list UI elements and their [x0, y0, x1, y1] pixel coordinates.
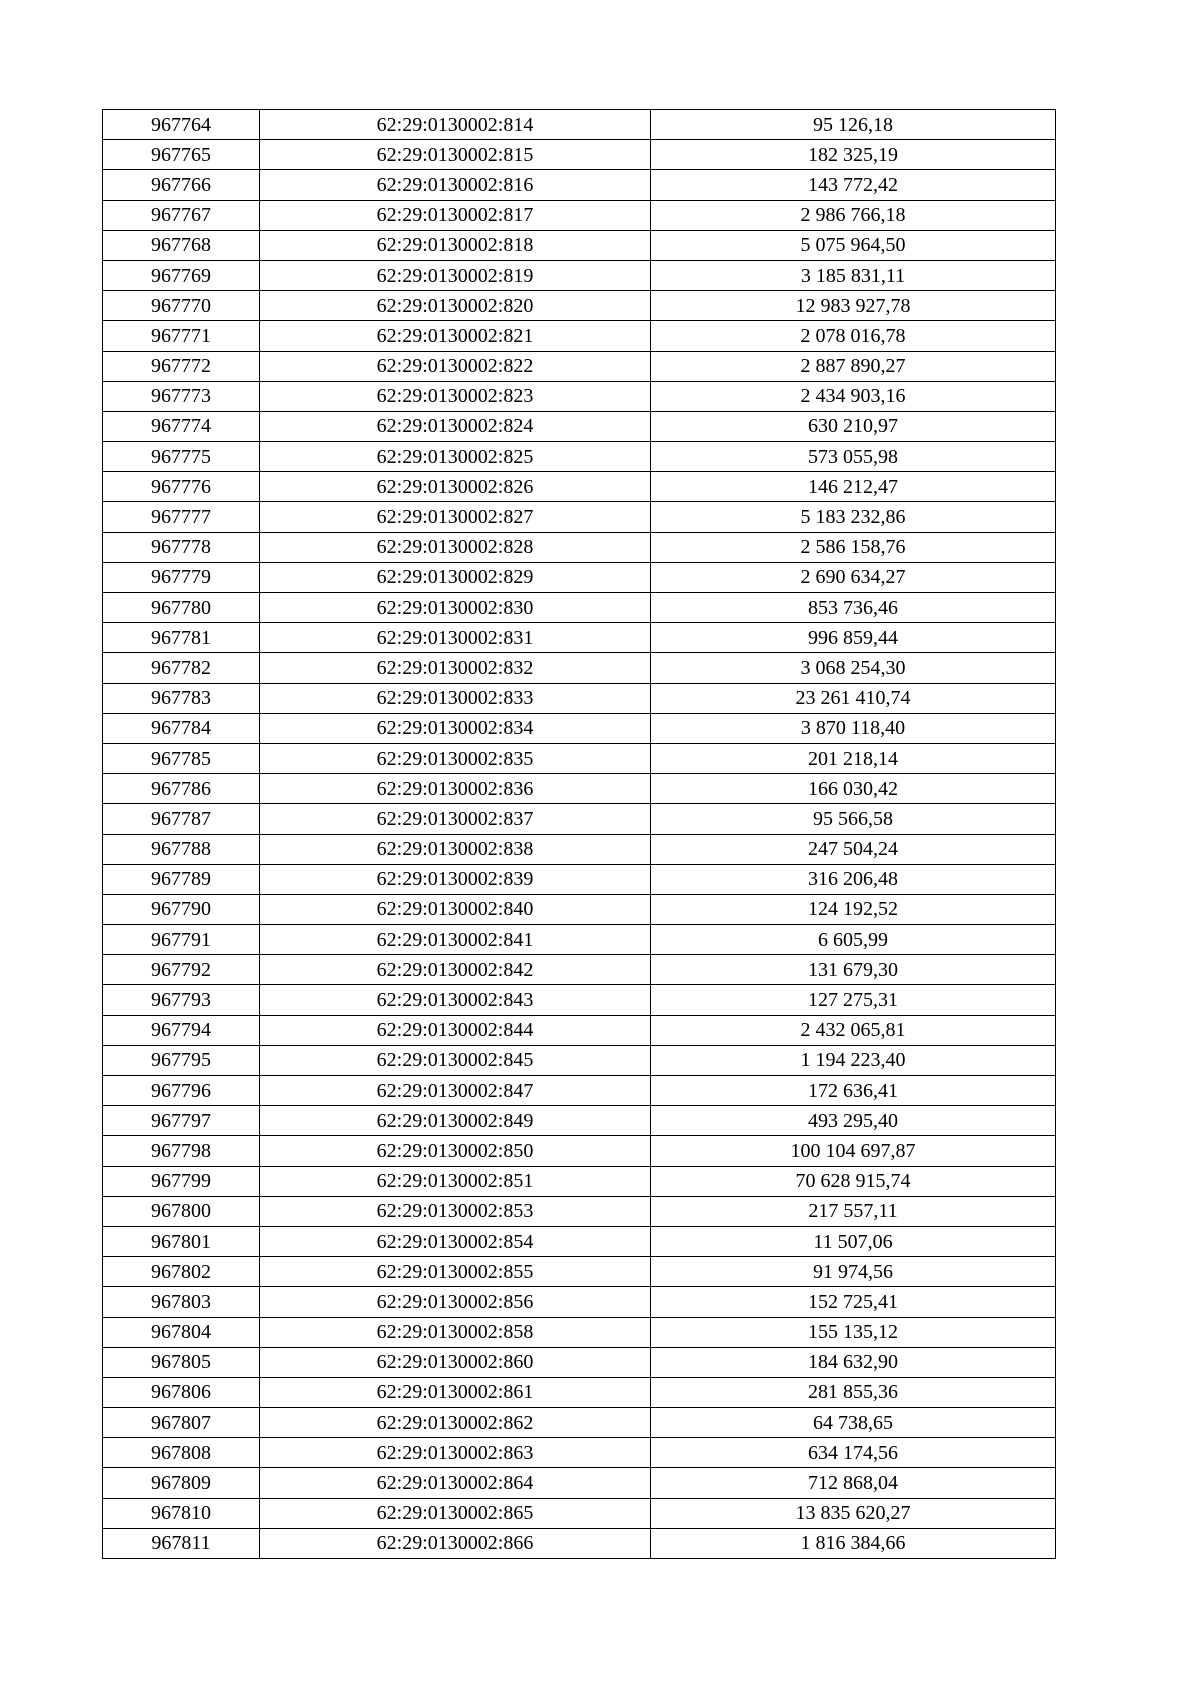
- row-number-cell: 967797: [103, 1106, 260, 1136]
- table-row: [103, 955, 1056, 985]
- table-row: [103, 774, 1056, 804]
- table-row: [103, 1287, 1056, 1317]
- cadastral-number-cell: 62:29:0130002:861: [260, 1377, 651, 1407]
- row-number-cell: 967781: [103, 623, 260, 653]
- value-cell: 712 868,04: [651, 1468, 1056, 1498]
- cadastral-number-cell: 62:29:0130002:825: [260, 442, 651, 472]
- cadastral-number-cell: 62:29:0130002:836: [260, 774, 651, 804]
- cadastral-number-cell: 62:29:0130002:822: [260, 351, 651, 381]
- row-number-cell: 967803: [103, 1287, 260, 1317]
- cadastral-number-cell: 62:29:0130002:832: [260, 653, 651, 683]
- value-cell: 124 192,52: [651, 894, 1056, 924]
- value-cell: 2 078 016,78: [651, 321, 1056, 351]
- row-number-cell: 967799: [103, 1166, 260, 1196]
- row-number-cell: 967768: [103, 230, 260, 260]
- cadastral-number-cell: 62:29:0130002:849: [260, 1106, 651, 1136]
- cadastral-number-cell: 62:29:0130002:821: [260, 321, 651, 351]
- cadastral-number-cell: 62:29:0130002:845: [260, 1045, 651, 1075]
- row-number-cell: 967789: [103, 864, 260, 894]
- row-number-cell: 967776: [103, 472, 260, 502]
- value-cell: 5 075 964,50: [651, 230, 1056, 260]
- row-number-cell: 967771: [103, 321, 260, 351]
- table-row: [103, 1076, 1056, 1106]
- cadastral-number-cell: 62:29:0130002:815: [260, 140, 651, 170]
- table-row: [103, 1498, 1056, 1528]
- table-row: [103, 804, 1056, 834]
- cadastral-number-cell: 62:29:0130002:850: [260, 1136, 651, 1166]
- value-cell: 630 210,97: [651, 411, 1056, 441]
- value-cell: 11 507,06: [651, 1226, 1056, 1256]
- cadastral-number-cell: 62:29:0130002:853: [260, 1196, 651, 1226]
- row-number-cell: 967794: [103, 1015, 260, 1045]
- row-number-cell: 967806: [103, 1377, 260, 1407]
- table-row: [103, 1196, 1056, 1226]
- row-number-cell: 967777: [103, 502, 260, 532]
- table-row: [103, 1136, 1056, 1166]
- cadastral-number-cell: 62:29:0130002:828: [260, 532, 651, 562]
- table-row: [103, 170, 1056, 200]
- cadastral-number-cell: 62:29:0130002:830: [260, 593, 651, 623]
- cadastral-number-cell: 62:29:0130002:858: [260, 1317, 651, 1347]
- value-cell: 573 055,98: [651, 442, 1056, 472]
- row-number-cell: 967770: [103, 291, 260, 321]
- table-row: [103, 743, 1056, 773]
- value-cell: 182 325,19: [651, 140, 1056, 170]
- value-cell: 143 772,42: [651, 170, 1056, 200]
- value-cell: 166 030,42: [651, 774, 1056, 804]
- value-cell: 1 816 384,66: [651, 1528, 1056, 1558]
- value-cell: 853 736,46: [651, 593, 1056, 623]
- cadastral-number-cell: 62:29:0130002:817: [260, 200, 651, 230]
- value-cell: 201 218,14: [651, 743, 1056, 773]
- cadastral-number-cell: 62:29:0130002:823: [260, 381, 651, 411]
- row-number-cell: 967805: [103, 1347, 260, 1377]
- value-cell: 184 632,90: [651, 1347, 1056, 1377]
- row-number-cell: 967782: [103, 653, 260, 683]
- table-row: [103, 472, 1056, 502]
- table-row: [103, 623, 1056, 653]
- value-cell: 152 725,41: [651, 1287, 1056, 1317]
- row-number-cell: 967779: [103, 562, 260, 592]
- value-cell: 64 738,65: [651, 1408, 1056, 1438]
- cadastral-number-cell: 62:29:0130002:843: [260, 985, 651, 1015]
- row-number-cell: 967764: [103, 110, 260, 140]
- row-number-cell: 967765: [103, 140, 260, 170]
- row-number-cell: 967791: [103, 925, 260, 955]
- row-number-cell: 967790: [103, 894, 260, 924]
- table-row: [103, 713, 1056, 743]
- cadastral-number-cell: 62:29:0130002:837: [260, 804, 651, 834]
- value-cell: 155 135,12: [651, 1317, 1056, 1347]
- value-cell: 2 986 766,18: [651, 200, 1056, 230]
- value-cell: 1 194 223,40: [651, 1045, 1056, 1075]
- table-row: [103, 502, 1056, 532]
- table-row: [103, 1377, 1056, 1407]
- cadastral-number-cell: 62:29:0130002:856: [260, 1287, 651, 1317]
- value-cell: 5 183 232,86: [651, 502, 1056, 532]
- table-row: [103, 683, 1056, 713]
- row-number-cell: 967766: [103, 170, 260, 200]
- table-row: [103, 1015, 1056, 1045]
- cadastral-number-cell: 62:29:0130002:855: [260, 1257, 651, 1287]
- cadastral-number-cell: 62:29:0130002:831: [260, 623, 651, 653]
- row-number-cell: 967769: [103, 260, 260, 290]
- table-row: [103, 1438, 1056, 1468]
- cadastral-number-cell: 62:29:0130002:842: [260, 955, 651, 985]
- value-cell: 100 104 697,87: [651, 1136, 1056, 1166]
- cadastral-number-cell: 62:29:0130002:847: [260, 1076, 651, 1106]
- row-number-cell: 967804: [103, 1317, 260, 1347]
- value-cell: 3 870 118,40: [651, 713, 1056, 743]
- cadastral-number-cell: 62:29:0130002:820: [260, 291, 651, 321]
- value-cell: 172 636,41: [651, 1076, 1056, 1106]
- value-cell: 493 295,40: [651, 1106, 1056, 1136]
- table-row: [103, 864, 1056, 894]
- row-number-cell: 967792: [103, 955, 260, 985]
- row-number-cell: 967767: [103, 200, 260, 230]
- value-cell: 247 504,24: [651, 834, 1056, 864]
- value-cell: 13 835 620,27: [651, 1498, 1056, 1528]
- cadastral-number-cell: 62:29:0130002:834: [260, 713, 651, 743]
- table-row: [103, 442, 1056, 472]
- row-number-cell: 967796: [103, 1076, 260, 1106]
- table-row: [103, 925, 1056, 955]
- table-row: [103, 653, 1056, 683]
- table-row: [103, 1045, 1056, 1075]
- table-row: [103, 140, 1056, 170]
- value-cell: 2 432 065,81: [651, 1015, 1056, 1045]
- row-number-cell: 967775: [103, 442, 260, 472]
- value-cell: 146 212,47: [651, 472, 1056, 502]
- table-row: [103, 562, 1056, 592]
- cadastral-number-cell: 62:29:0130002:860: [260, 1347, 651, 1377]
- cadastral-number-cell: 62:29:0130002:863: [260, 1438, 651, 1468]
- row-number-cell: 967786: [103, 774, 260, 804]
- cadastral-number-cell: 62:29:0130002:840: [260, 894, 651, 924]
- cadastral-number-cell: 62:29:0130002:833: [260, 683, 651, 713]
- value-cell: 316 206,48: [651, 864, 1056, 894]
- cadastral-number-cell: 62:29:0130002:866: [260, 1528, 651, 1558]
- table-row: [103, 291, 1056, 321]
- table-row: [103, 593, 1056, 623]
- row-number-cell: 967801: [103, 1226, 260, 1256]
- value-cell: 2 434 903,16: [651, 381, 1056, 411]
- row-number-cell: 967787: [103, 804, 260, 834]
- cadastral-number-cell: 62:29:0130002:862: [260, 1408, 651, 1438]
- cadastral-number-cell: 62:29:0130002:829: [260, 562, 651, 592]
- row-number-cell: 967798: [103, 1136, 260, 1166]
- value-cell: 131 679,30: [651, 955, 1056, 985]
- table-row: [103, 110, 1056, 140]
- table-row: [103, 985, 1056, 1015]
- table-row: [103, 1257, 1056, 1287]
- table-row: [103, 351, 1056, 381]
- table-body: [103, 110, 1056, 1559]
- row-number-cell: 967785: [103, 743, 260, 773]
- cadastral-number-cell: 62:29:0130002:844: [260, 1015, 651, 1045]
- cadastral-number-cell: 62:29:0130002:816: [260, 170, 651, 200]
- row-number-cell: 967809: [103, 1468, 260, 1498]
- value-cell: 2 586 158,76: [651, 532, 1056, 562]
- table-row: [103, 1166, 1056, 1196]
- row-number-cell: 967783: [103, 683, 260, 713]
- cadastral-number-cell: 62:29:0130002:838: [260, 834, 651, 864]
- table-row: [103, 894, 1056, 924]
- value-cell: 3 068 254,30: [651, 653, 1056, 683]
- cadastral-number-cell: 62:29:0130002:814: [260, 110, 651, 140]
- value-cell: 6 605,99: [651, 925, 1056, 955]
- value-cell: 2 887 890,27: [651, 351, 1056, 381]
- cadastral-number-cell: 62:29:0130002:865: [260, 1498, 651, 1528]
- row-number-cell: 967808: [103, 1438, 260, 1468]
- table-row: [103, 1106, 1056, 1136]
- cadastral-number-cell: 62:29:0130002:818: [260, 230, 651, 260]
- cadastral-number-cell: 62:29:0130002:835: [260, 743, 651, 773]
- table-row: [103, 532, 1056, 562]
- table-row: [103, 1226, 1056, 1256]
- value-cell: 634 174,56: [651, 1438, 1056, 1468]
- row-number-cell: 967788: [103, 834, 260, 864]
- row-number-cell: 967773: [103, 381, 260, 411]
- table-row: [103, 1317, 1056, 1347]
- table-row: [103, 321, 1056, 351]
- cadastral-number-cell: 62:29:0130002:826: [260, 472, 651, 502]
- cadastral-number-cell: 62:29:0130002:839: [260, 864, 651, 894]
- table-row: [103, 1408, 1056, 1438]
- row-number-cell: 967774: [103, 411, 260, 441]
- table-row: [103, 260, 1056, 290]
- row-number-cell: 967780: [103, 593, 260, 623]
- cadastral-number-cell: 62:29:0130002:864: [260, 1468, 651, 1498]
- row-number-cell: 967772: [103, 351, 260, 381]
- cadastral-number-cell: 62:29:0130002:841: [260, 925, 651, 955]
- table-row: [103, 1468, 1056, 1498]
- value-cell: 2 690 634,27: [651, 562, 1056, 592]
- cadastral-number-cell: 62:29:0130002:851: [260, 1166, 651, 1196]
- table-row: [103, 381, 1056, 411]
- table-row: [103, 1528, 1056, 1558]
- cadastral-number-cell: 62:29:0130002:827: [260, 502, 651, 532]
- row-number-cell: 967811: [103, 1528, 260, 1558]
- data-table: [102, 109, 1056, 1559]
- table-row: [103, 1347, 1056, 1377]
- table-row: [103, 200, 1056, 230]
- row-number-cell: 967795: [103, 1045, 260, 1075]
- row-number-cell: 967784: [103, 713, 260, 743]
- value-cell: 3 185 831,11: [651, 260, 1056, 290]
- value-cell: 217 557,11: [651, 1196, 1056, 1226]
- row-number-cell: 967810: [103, 1498, 260, 1528]
- table-row: [103, 411, 1056, 441]
- value-cell: 95 126,18: [651, 110, 1056, 140]
- cadastral-number-cell: 62:29:0130002:854: [260, 1226, 651, 1256]
- row-number-cell: 967778: [103, 532, 260, 562]
- row-number-cell: 967807: [103, 1408, 260, 1438]
- table-row: [103, 230, 1056, 260]
- cadastral-number-cell: 62:29:0130002:824: [260, 411, 651, 441]
- value-cell: 91 974,56: [651, 1257, 1056, 1287]
- value-cell: 12 983 927,78: [651, 291, 1056, 321]
- cadastral-number-cell: 62:29:0130002:819: [260, 260, 651, 290]
- value-cell: 23 261 410,74: [651, 683, 1056, 713]
- row-number-cell: 967800: [103, 1196, 260, 1226]
- value-cell: 70 628 915,74: [651, 1166, 1056, 1196]
- value-cell: 996 859,44: [651, 623, 1056, 653]
- row-number-cell: 967793: [103, 985, 260, 1015]
- table-row: [103, 834, 1056, 864]
- row-number-cell: 967802: [103, 1257, 260, 1287]
- value-cell: 127 275,31: [651, 985, 1056, 1015]
- value-cell: 281 855,36: [651, 1377, 1056, 1407]
- value-cell: 95 566,58: [651, 804, 1056, 834]
